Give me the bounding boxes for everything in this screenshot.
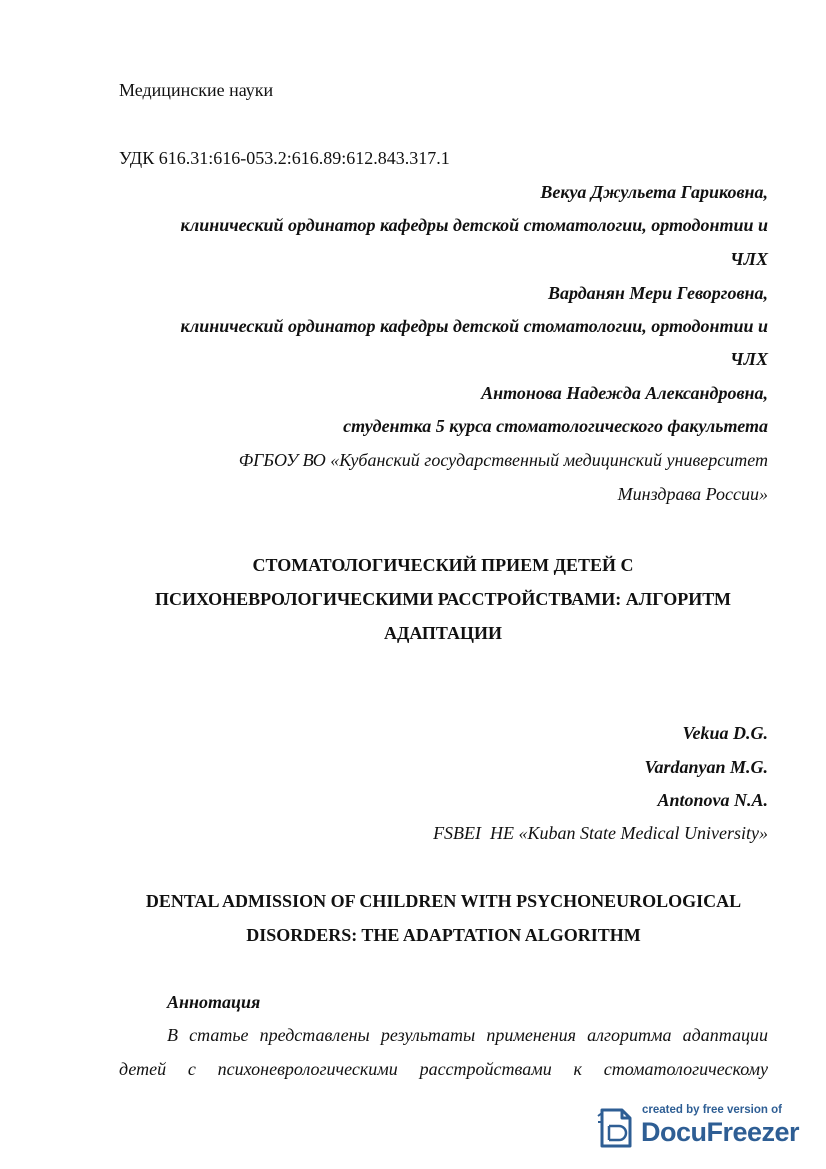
author-1-name: Векуа Джульета Гариковна, [540, 182, 768, 202]
author-en-3: Antonova N.A. [657, 790, 768, 810]
watermark-brand: DocuFreezer [641, 1117, 800, 1147]
affiliation-en: FSBEI HE «Kuban State Medical University» [433, 823, 768, 843]
document-freeze-icon [596, 1106, 636, 1150]
author-3-name: Антонова Надежда Александровна, [481, 383, 768, 403]
section-heading: Медицинские науки [119, 80, 274, 100]
watermark-caption: created by free version of [642, 1104, 782, 1116]
author-2-name: Варданян Мери Геворговна, [547, 283, 768, 303]
abstract-line2: детей с психоневрологическими расстройствами к стоматологическому [119, 1059, 768, 1079]
udk-code: УДК 616.31:616-053.2:616.89:612.843.317.1 [119, 148, 450, 168]
affiliation-ru-line2: Минздрава России» [617, 484, 768, 504]
title-ru-line2: ПСИХОНЕВРОЛОГИЧЕСКИМИ РАССТРОЙСТВАМИ: АЛГОРИТМ [155, 589, 731, 609]
author-en-1: Vekua D.G. [682, 723, 768, 743]
title-ru-line1: СТОМАТОЛОГИЧЕСКИЙ ПРИЕМ ДЕТЕЙ С [252, 555, 634, 575]
abstract-line1: В статье представлены результаты применения алгоритма адаптации [167, 1025, 768, 1045]
author-1-position-cont: ЧЛХ [730, 249, 768, 269]
docufreezer-watermark [596, 1104, 806, 1152]
title-en-line2: DISORDERS: THE ADAPTATION ALGORITHM [246, 925, 641, 945]
affiliation-ru-line1: ФГБОУ ВО «Кубанский государственный медицинский университет [238, 450, 768, 470]
author-2-position: клинический ординатор кафедры детской стоматологии, ортодонтии и [180, 316, 768, 336]
title-en-line1: DENTAL ADMISSION OF CHILDREN WITH PSYCHONEUROLOGICAL [145, 891, 742, 911]
author-3-position: студентка 5 курса стоматологического факультета [343, 416, 768, 436]
author-en-2: Vardanyan M.G. [644, 757, 768, 777]
abstract-heading: Аннотация [167, 992, 261, 1012]
author-1-position: клинический ординатор кафедры детской стоматологии, ортодонтии и [180, 215, 768, 235]
title-ru-line3: АДАПТАЦИИ [383, 623, 503, 643]
author-2-position-cont: ЧЛХ [730, 349, 768, 369]
